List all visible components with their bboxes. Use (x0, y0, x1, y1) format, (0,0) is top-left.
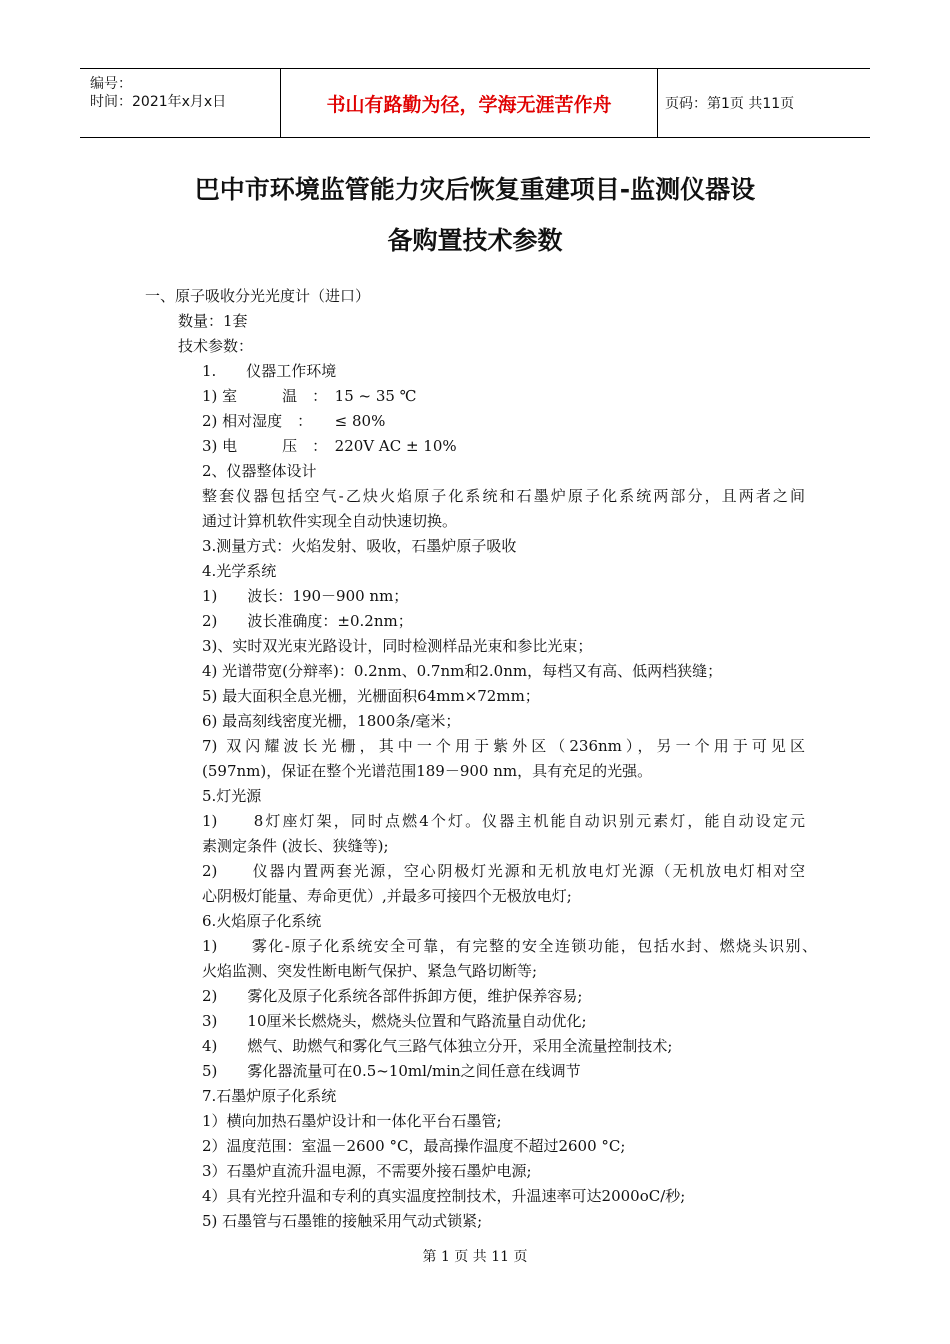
body-line: 通过计算机软件实现全自动快速切换。 (202, 512, 458, 530)
body-line: 4.光学系统 (202, 562, 277, 580)
document-number-label: 编号： (90, 76, 132, 92)
header-motto: 书山有路勤为径，学海无涯苦作舟 (280, 69, 658, 137)
body-line: 2) 雾化及原子化系统各部件拆卸方便，维护保养容易; (202, 987, 583, 1005)
body-line: 1) 8灯座灯架，同时点燃4个灯。仪器主机能自动识别元素灯，能自动设定元 (202, 812, 805, 830)
body-line: 5) 石墨管与石墨锥的接触采用气动式锁紧; (202, 1212, 483, 1230)
body-line: (597nm)，保证在整个光谱范围189－900 nm，具有充足的光强。 (202, 762, 653, 780)
body-line: 3) 10厘米长燃烧头，燃烧头位置和气路流量自动优化; (202, 1012, 587, 1030)
body-line: 7) 双闪耀波长光栅，其中一个用于紫外区（236nm），另一个用于可见区 (202, 737, 805, 755)
body-line: 5) 雾化器流量可在0.5~10ml/min之间任意在线调节 (202, 1062, 581, 1080)
body-line: 2) 波长准确度：±0.2nm； (202, 612, 413, 630)
section-heading: 一、原子吸收分光光度计（进口） (145, 287, 371, 305)
header-left-cell (80, 69, 280, 137)
body-line: 4) 光谱带宽(分辩率)：0.2nm、0.7nm和2.0nm，每档又有高、低两档狭缝； (202, 662, 723, 680)
body-line: 1) 室 温 ： 15 ~ 35 ℃ (202, 387, 417, 405)
body-line: 7.石墨炉原子化系统 (202, 1087, 337, 1105)
body-line: 5) 最大面积全息光栅，光栅面积64mm×72mm； (202, 687, 540, 705)
tech-params-label: 技术参数： (178, 337, 254, 355)
body-line: 2）温度范围：室温－2600 °C，最高操作温度不超过2600 °C; (202, 1137, 626, 1155)
page-footer: 第 1 页 共 11 页 (422, 1249, 528, 1265)
body-line: 4) 燃气、助燃气和雾化气三路气体独立分开，采用全流量控制技术; (202, 1037, 673, 1055)
body-line: 整套仪器包括空气-乙炔火焰原子化系统和石墨炉原子化系统两部分，且两者之间 (202, 487, 805, 505)
page-header (80, 68, 870, 138)
document-date-label: 时间：2021年x月x日 (90, 94, 227, 110)
body-line: 心阴极灯能量、寿命更优）,并最多可接四个无极放电灯; (202, 887, 572, 905)
body-line: 6.火焰原子化系统 (202, 912, 322, 930)
document-title-line-2: 备购置技术参数 (387, 226, 563, 255)
body-line: 3)、实时双光束光路设计，同时检测样品光束和参比光束； (202, 637, 593, 655)
body-line: 2) 相对湿度 ： ≤ 80% (202, 412, 386, 430)
document-title-line-1: 巴中市环境监管能力灾后恢复重建项目-监测仪器设 (194, 175, 756, 204)
body-line: 3) 电 压 ： 220V AC ± 10% (202, 437, 457, 455)
body-line: 素测定条件 (波长、狭缝等); (202, 837, 389, 855)
body-line: 1. 仪器工作环境 (202, 362, 337, 380)
body-line: 火焰监测、突发性断电断气保护、紧急气路切断等; (202, 962, 538, 980)
body-line: 3）石墨炉直流升温电源，不需要外接石墨炉电源; (202, 1162, 532, 1180)
body-line: 1) 雾化-原子化系统安全可靠，有完整的安全连锁功能，包括水封、燃烧头识别、 (202, 937, 817, 955)
body-line: 3.测量方式：火焰发射、吸收，石墨炉原子吸收 (202, 537, 517, 555)
body-line: 5.灯光源 (202, 787, 262, 805)
header-page-info: 页码：第1页 共11页 (665, 96, 795, 112)
body-line: 6) 最高刻线密度光栅，1800条/毫米； (202, 712, 461, 730)
body-line: 4）具有光控升温和专利的真实温度控制技术，升温速率可达2000oC/秒; (202, 1187, 686, 1205)
body-line: 2) 仪器内置两套光源，空心阴极灯光源和无机放电灯光源（无机放电灯相对空 (202, 862, 805, 880)
body-line: 2、仪器整体设计 (202, 462, 317, 480)
body-line: 1）横向加热石墨炉设计和一体化平台石墨管; (202, 1112, 502, 1130)
body-line: 1) 波长：190－900 nm； (202, 587, 409, 605)
quantity-line: 数量：1套 (178, 312, 248, 330)
